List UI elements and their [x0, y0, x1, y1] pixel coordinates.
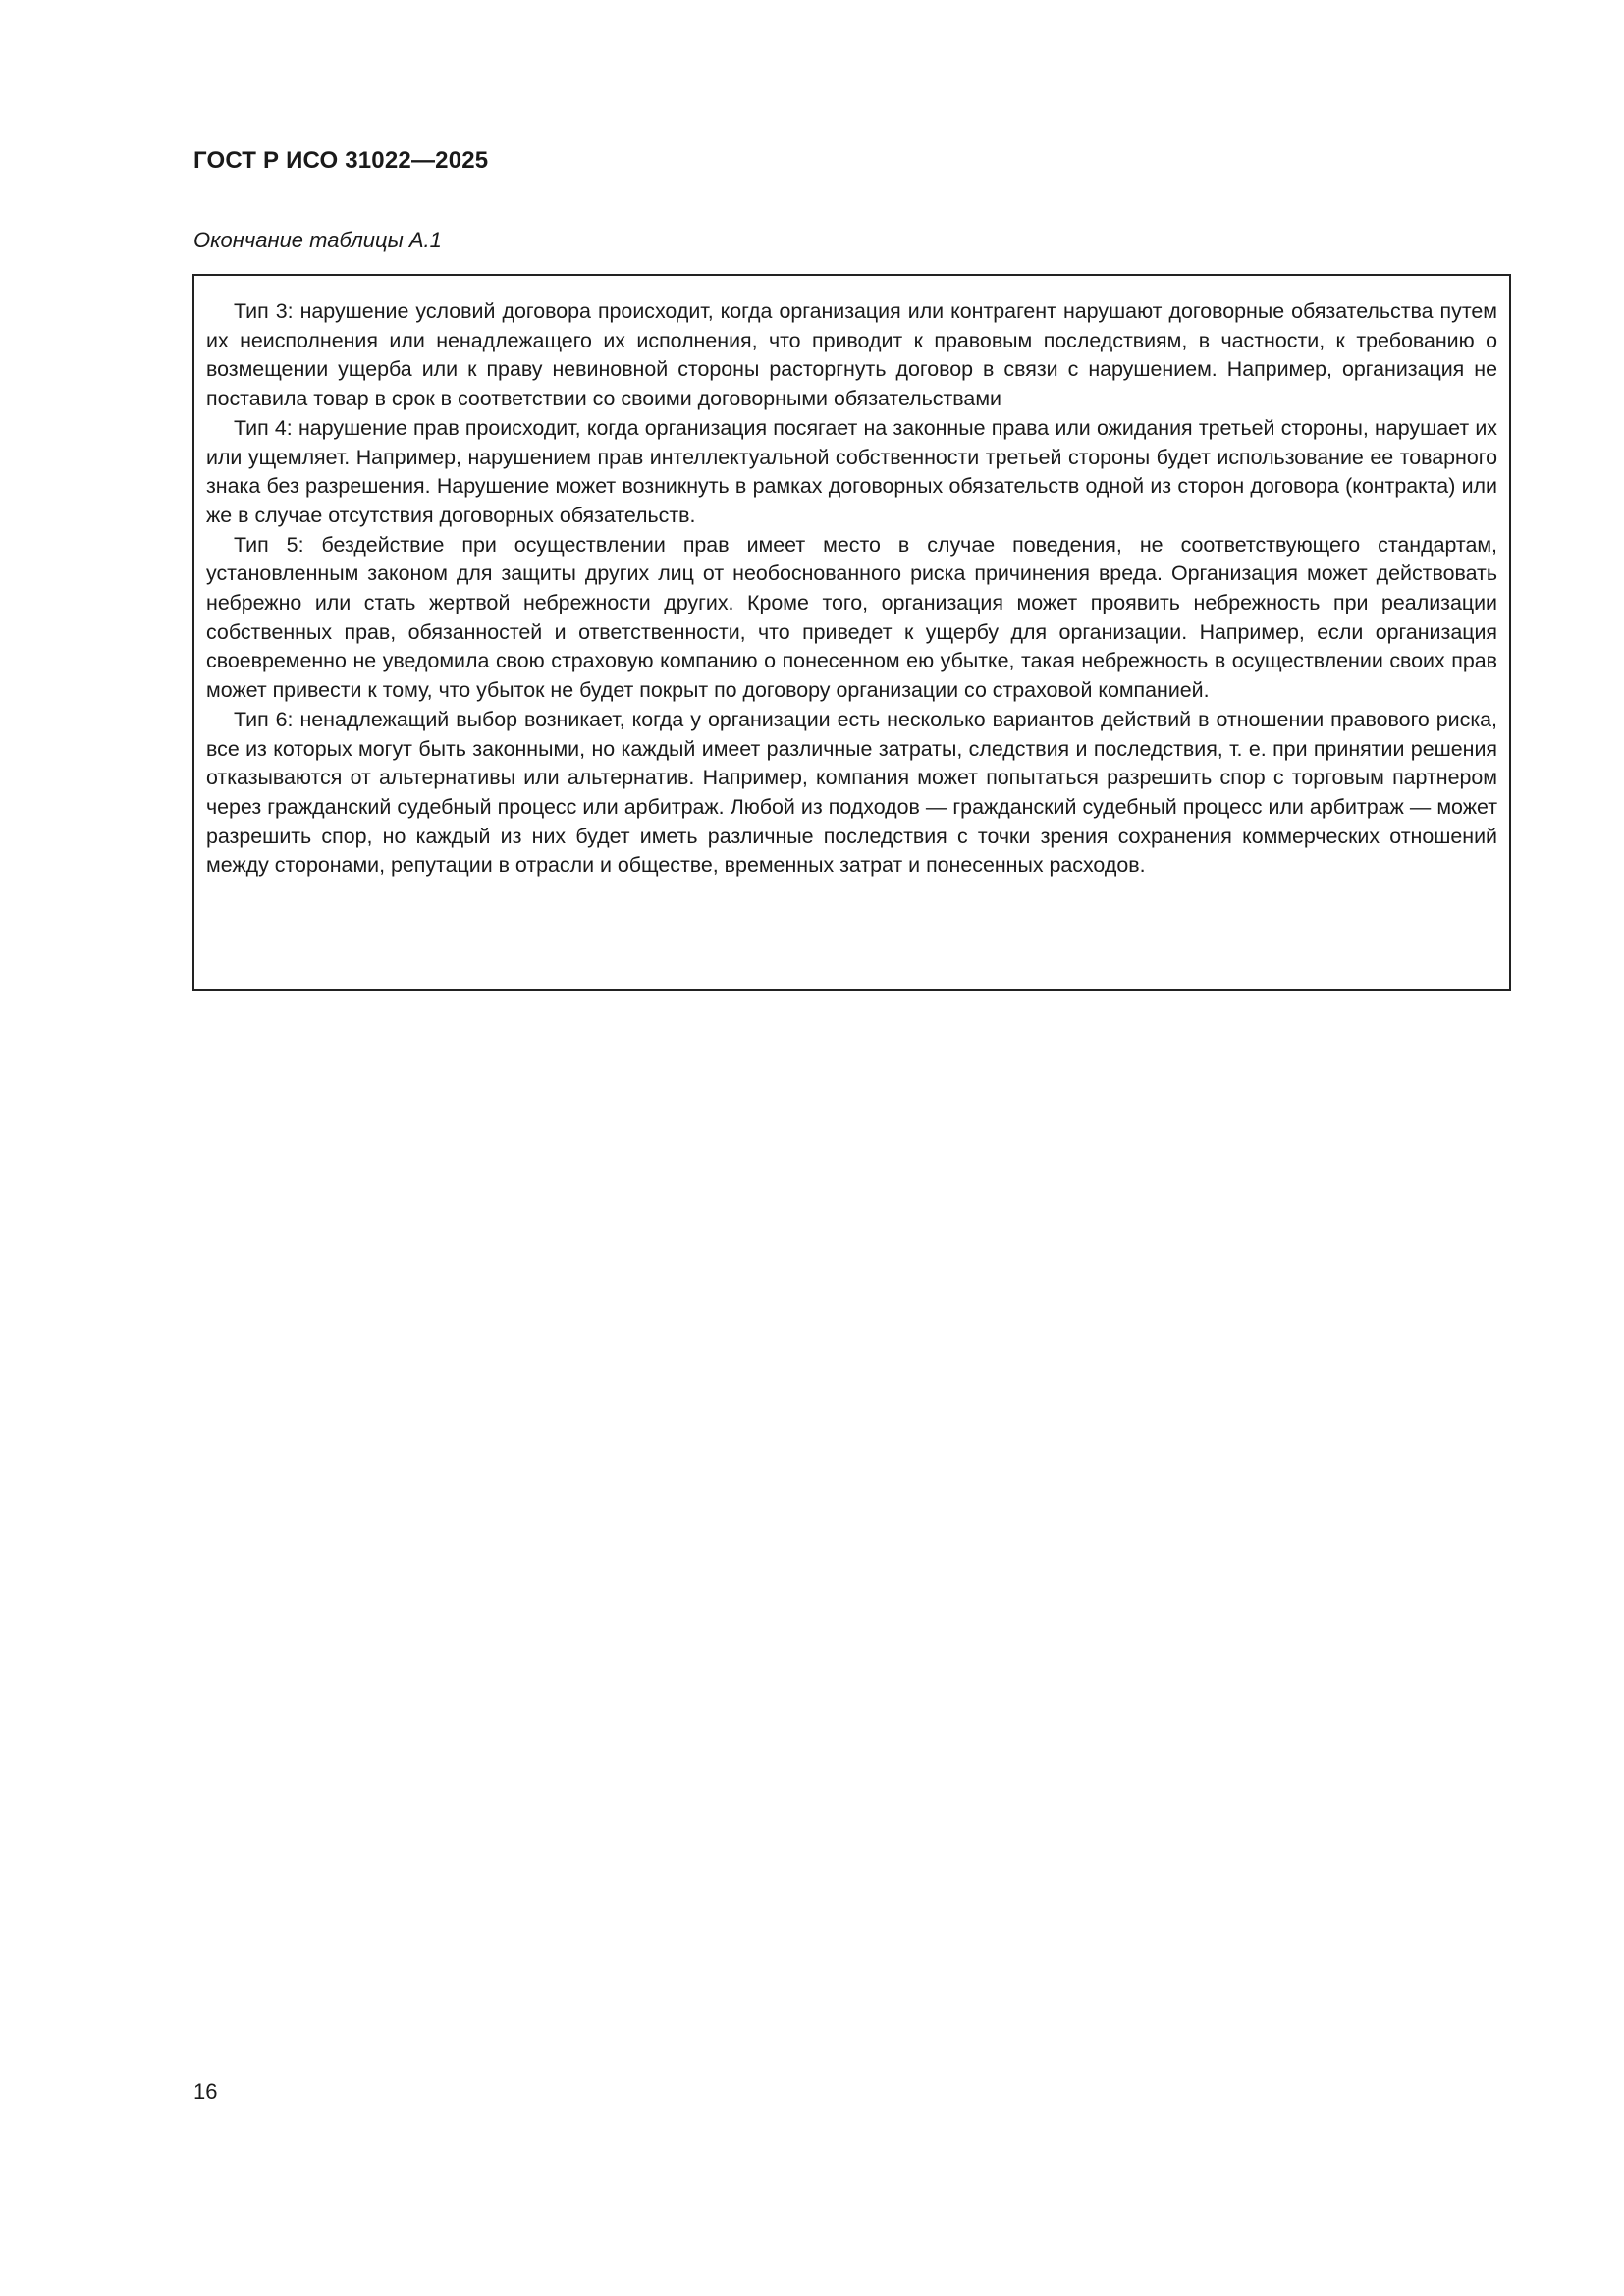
table-paragraph-type-5: Тип 5: бездействие при осуществлении прав имеет место в случае поведения, не соответствующего стандартам, установленным законом для защиты других лиц от необоснованного риска причинения вреда. Организация может действовать небрежно или стать жертвой небрежности других. Кроме того, организация может проявить небрежность при реализации собственных прав, обязанностей и ответственности, что приведет к ущербу для организации. Например, если организация своевременно не уведомила свою страховую компанию о понесенном ею убытке, такая небрежность в осуществлении своих прав может привести к тому, что убыток не будет покрыт по договору организации со страховой компанией. — [206, 532, 1497, 703]
table-caption: Окончание таблицы А.1 — [193, 228, 442, 252]
table-continuation-cell — [192, 274, 1511, 991]
table-paragraph-type-3: Тип 3: нарушение условий договора происходит, когда организация или контрагент нарушают договорные обязательства путем их неисполнения или ненадлежащего их исполнения, что приводит к правовым последствиям, в частности, к требованию о возмещении ущерба или к праву невиновной стороны расторгнуть договор в связи с нарушением. Например, организация не поставила товар в срок в соответствии со своими договорными обязательствами — [206, 299, 1497, 411]
page-number: 16 — [193, 2079, 218, 2104]
table-paragraph-type-4: Тип 4: нарушение прав происходит, когда организация посягает на законные права или ожидания третьей стороны, нарушает их или ущемляет. Например, нарушением прав интеллектуальной собственности третьей стороны будет использование ее товарного знака без разрешения. Нарушение может возникнуть в рамках договорных обязательств одной из сторон договора (контракта) или же в случае отсутствия договорных обязательств. — [206, 415, 1497, 527]
table-paragraph-type-6: Тип 6: ненадлежащий выбор возникает, когда у организации есть несколько вариантов действий в отношении правового риска, все из которых могут быть законными, но каждый имеет различные затраты, следствия и последствия, т. е. при принятии решения отказываются от альтернативы или альтернатив. Например, компания может попытаться разрешить спор с торговым партнером через гражданский судебный процесс или арбитраж. Любой из подходов — гражданский судебный процесс или арбитраж — может разрешить спор, но каждый из них будет иметь различные последствия с точки зрения сохранения коммерческих отношений между сторонами, репутации в отрасли и обществе, временных затрат и понесенных расходов. — [206, 707, 1497, 878]
document-header: ГОСТ Р ИСО 31022—2025 — [193, 147, 489, 174]
